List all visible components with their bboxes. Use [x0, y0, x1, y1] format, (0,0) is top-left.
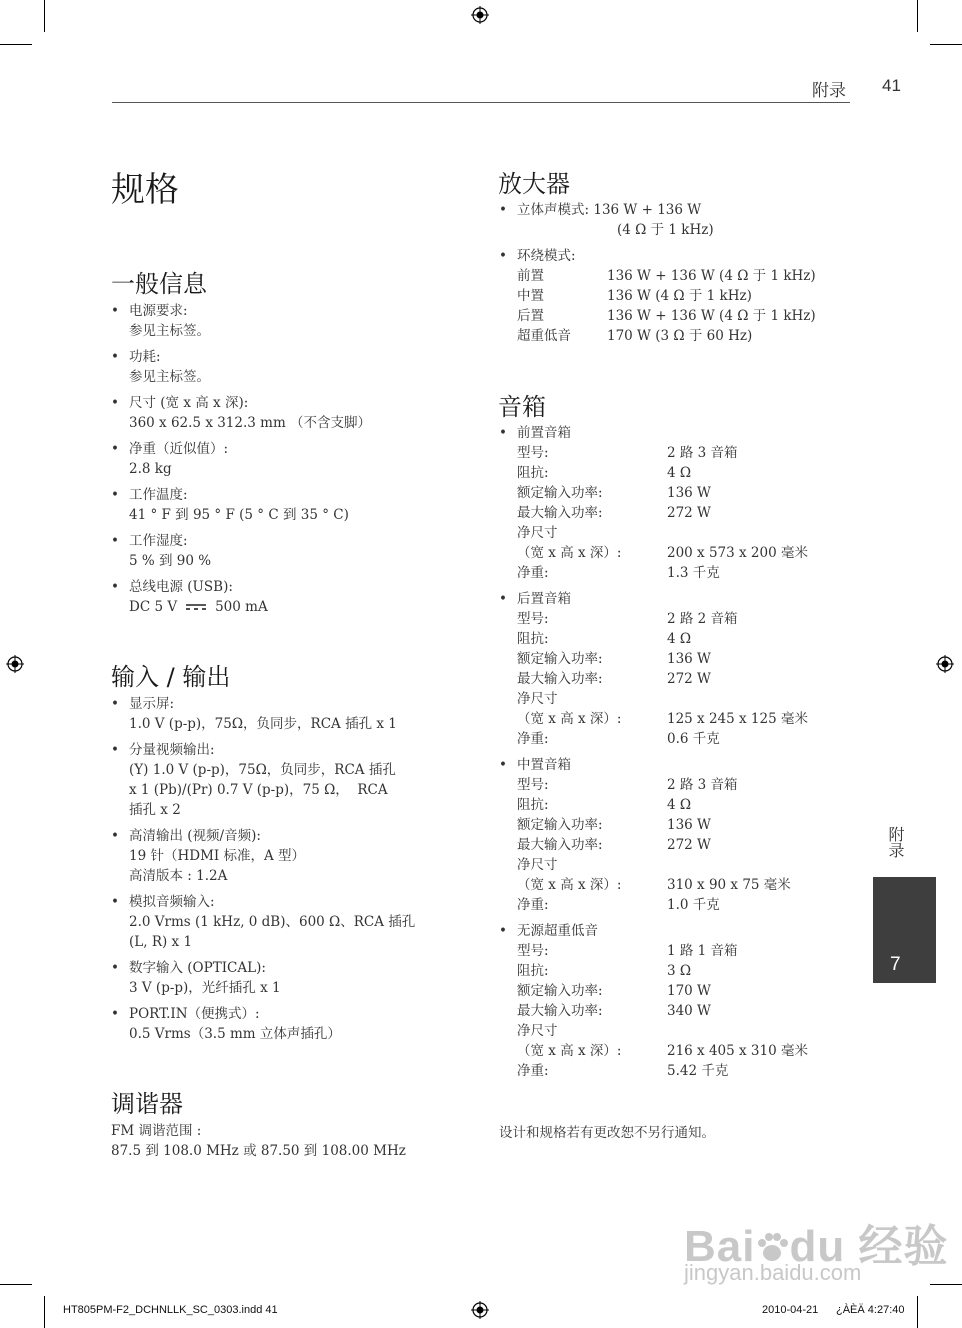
section-heading-io: 输入 / 输出: [111, 663, 231, 691]
footer-time: ¿ÀÈÄ 4:27:40: [836, 1304, 905, 1316]
section-heading-general: 一般信息: [111, 270, 207, 298]
spec-row: 额定输入功率: 136 W: [517, 817, 711, 833]
watermark-logo: Bai du 经验: [684, 1221, 949, 1272]
speaker-specs: [499, 423, 864, 1087]
spec-row: 净重: 1.0 千克: [517, 897, 720, 913]
speaker-group: • 后置音箱 型号: 2 路 2 音箱 阻抗: 4 Ω 额定输入功率: 136 W 最大输入功率: 272 W 净尺寸 （宽 x 高 x 深）: 125 x 245 x 125 毫米 净重: 0.6 千克: [499, 589, 864, 749]
page-title: 规格: [111, 170, 179, 210]
running-header-page-number: 41: [882, 76, 901, 95]
tuner-text: FM 调谐范围 : 87.5 到 108.0 MHz 或 87.50 到 108.00 MHz: [111, 1123, 406, 1159]
spec-row: 额定输入功率: 170 W: [517, 983, 711, 999]
list-item: • 工作湿度: 5 % 到 90 %: [111, 533, 212, 569]
crop-mark: [44, 1296, 45, 1328]
side-tab-label: 附录: [886, 826, 905, 858]
crop-mark: [930, 1284, 962, 1285]
io-list: [111, 694, 476, 1050]
list-item: • 尺寸 (宽 x 高 x 深): 360 x 62.5 x 312.3 mm （不含支脚）: [111, 395, 372, 431]
list-item: • 环绕模式: 前置 136 W + 136 W (4 Ω 于 1 kHz) 中置 136 W (4 Ω 于 1 kHz) 后置 136 W + 136 W (4 Ω 于 1 kHz) 超重低音 170 W (3 Ω 于 60 Hz): [499, 246, 859, 346]
spec-row: 净尺寸: [517, 857, 558, 873]
spec-row: 阻抗: 4 Ω: [517, 797, 692, 813]
chapter-tab: [873, 877, 936, 983]
spec-row: 额定输入功率: 136 W: [517, 485, 711, 501]
registration-mark-icon: [6, 655, 24, 673]
list-item: • 总线电源 (USB): DC 5 V 500 mA: [111, 579, 268, 615]
crop-mark: [0, 1284, 32, 1285]
list-item: • PORT.IN（便携式）: 0.5 Vrms（3.5 mm 立体声插孔）: [111, 1006, 341, 1042]
crop-mark: [930, 44, 962, 45]
spec-row: 净重: 5.42 千克: [517, 1063, 729, 1079]
list-item: • 立体声模式: 136 W + 136 W (4 Ω 于 1 kHz): [499, 202, 714, 238]
section-heading-tuner: 调谐器: [111, 1090, 183, 1118]
speaker-group: • 无源超重低音 型号: 1 路 1 音箱 阻抗: 3 Ω 额定输入功率: 170 W 最大输入功率: 340 W 净尺寸 （宽 x 高 x 深）: 216 x 405 x 310 毫米 净重: 5.42 千克: [499, 921, 864, 1081]
spec-row: 净尺寸: [517, 1023, 558, 1039]
spec-row: （宽 x 高 x 深）: 216 x 405 x 310 毫米: [517, 1043, 808, 1059]
list-item: • 分量视频输出: (Y) 1.0 V (p-p)，75Ω，负同步，RCA 插孔 x 1 (Pb)/(Pr) 0.7 V (p-p)，75 Ω， RCA 插孔 x 2: [111, 742, 396, 818]
footer-filename: HT805PM-F2_DCHNLLK_SC_0303.indd 41: [63, 1304, 278, 1316]
spec-row: 型号: 1 路 1 音箱: [517, 943, 738, 959]
crop-mark: [917, 0, 918, 32]
change-notice: 设计和规格若有更改恕不另行通知。: [499, 1125, 715, 1141]
spec-row: 净重: 0.6 千克: [517, 731, 720, 747]
list-item: • 数字输入 (OPTICAL): 3 V (p-p)，光纤插孔 x 1: [111, 960, 281, 996]
surround-row: 中置 136 W (4 Ω 于 1 kHz): [517, 288, 752, 304]
list-item: • 电源要求: 参见主标签。: [111, 303, 210, 339]
dc-symbol-icon: [185, 602, 207, 612]
spec-row: 额定输入功率: 136 W: [517, 651, 711, 667]
list-item: • 模拟音频输入: 2.0 Vrms (1 kHz, 0 dB)、600 Ω、RCA 插孔 (L, R) x 1: [111, 894, 416, 950]
spec-row: 阻抗: 3 Ω: [517, 963, 692, 979]
spec-row: 净尺寸: [517, 525, 558, 541]
spec-row: （宽 x 高 x 深）: 200 x 573 x 200 毫米: [517, 545, 808, 561]
crop-mark: [917, 1296, 918, 1328]
list-item: • 工作温度: 41 ° F 到 95 ° F (5 ° C 到 35 ° C): [111, 487, 349, 523]
speaker-group: • 前置音箱 型号: 2 路 3 音箱 阻抗: 4 Ω 额定输入功率: 136 W 最大输入功率: 272 W 净尺寸 （宽 x 高 x 深）: 200 x 573 x 200 毫米 净重: 1.3 千克: [499, 423, 864, 583]
list-item: • 净重（近似值）: 2.8 kg: [111, 441, 229, 477]
list-item: • 显示屏: 1.0 V (p-p)，75Ω，负同步，RCA 插孔 x 1: [111, 696, 397, 732]
spec-row: （宽 x 高 x 深）: 310 x 90 x 75 毫米: [517, 877, 791, 893]
spec-row: 最大输入功率: 272 W: [517, 671, 711, 687]
spec-row: 型号: 2 路 3 音箱: [517, 777, 738, 793]
general-list: [111, 301, 471, 623]
spec-row: 阻抗: 4 Ω: [517, 631, 692, 647]
registration-mark-icon: [936, 655, 954, 673]
registration-mark-icon: [471, 1301, 489, 1319]
running-header-section: 附录: [812, 81, 846, 100]
spec-row: 净尺寸: [517, 691, 558, 707]
surround-row: 前置 136 W + 136 W (4 Ω 于 1 kHz): [517, 268, 816, 284]
section-heading-amplifier: 放大器: [498, 170, 570, 198]
crop-mark: [44, 0, 45, 32]
spec-row: 阻抗: 4 Ω: [517, 465, 692, 481]
section-heading-speakers: 音箱: [498, 393, 546, 421]
spec-row: 型号: 2 路 3 音箱: [517, 445, 738, 461]
speaker-group: • 中置音箱 型号: 2 路 3 音箱 阻抗: 4 Ω 额定输入功率: 136 W 最大输入功率: 272 W 净尺寸 （宽 x 高 x 深）: 310 x 90 x 75 毫米 净重: 1.0 千克: [499, 755, 864, 915]
surround-row: 超重低音 170 W (3 Ω 于 60 Hz): [517, 328, 753, 344]
spec-row: 净重: 1.3 千克: [517, 565, 720, 581]
spec-row: 最大输入功率: 340 W: [517, 1003, 711, 1019]
amplifier-specs: [499, 200, 859, 352]
crop-mark: [0, 44, 32, 45]
spec-row: （宽 x 高 x 深）: 125 x 245 x 125 毫米: [517, 711, 808, 727]
spec-row: 型号: 2 路 2 音箱: [517, 611, 738, 627]
footer-date: 2010-04-21: [762, 1304, 819, 1316]
header-rule: [112, 102, 850, 103]
chapter-number: 7: [890, 954, 901, 975]
spec-row: 最大输入功率: 272 W: [517, 505, 711, 521]
list-item: • 高清输出 (视频/音频): 19 针（HDMI 标准，A 型） 高清版本 : 1.2A: [111, 828, 306, 884]
spec-row: 最大输入功率: 272 W: [517, 837, 711, 853]
registration-mark-icon: [471, 6, 489, 24]
surround-row: 后置 136 W + 136 W (4 Ω 于 1 kHz): [517, 308, 816, 324]
list-item: • 功耗: 参见主标签。: [111, 349, 210, 385]
watermark-url: jingyan.baidu.com: [684, 1260, 862, 1285]
